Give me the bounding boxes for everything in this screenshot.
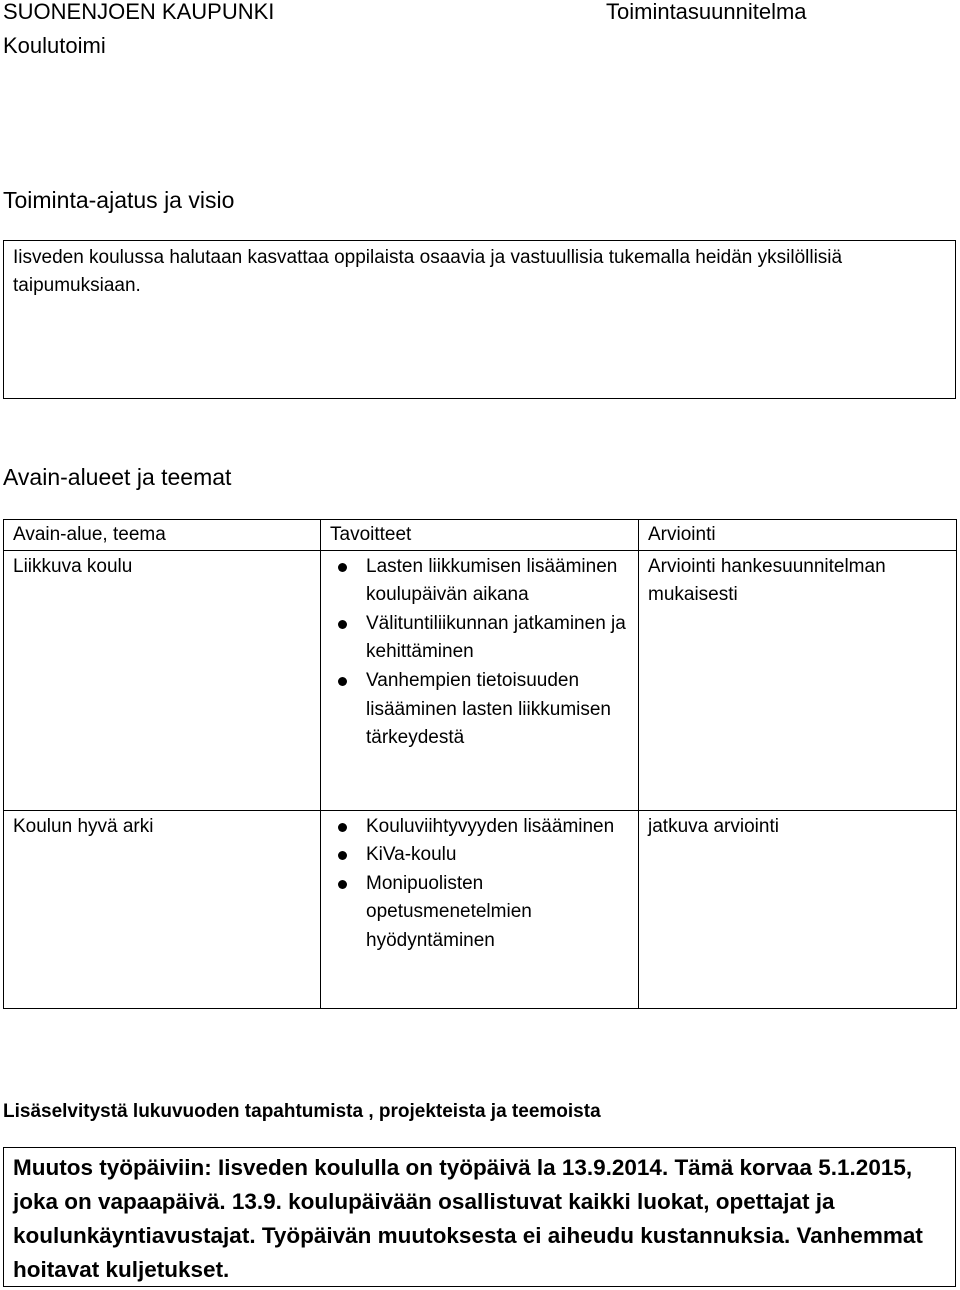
- vision-heading: Toiminta-ajatus ja visio: [3, 187, 235, 213]
- organization-name: SUONENJOEN KAUPUNKI: [3, 0, 275, 24]
- table-header-row: [4, 520, 957, 551]
- goal-item: [330, 610, 629, 667]
- goal-item: [330, 813, 629, 842]
- evaluation-cell: jatkuva arviointi: [639, 810, 957, 1008]
- table-row: [4, 810, 957, 1008]
- goals-cell: [321, 550, 639, 810]
- area-cell: Liikkuva koulu: [4, 550, 321, 810]
- work-day-change-box: [3, 1147, 956, 1287]
- goal-text: KiVa-koulu: [366, 844, 457, 866]
- table-row: [4, 550, 957, 810]
- goal-item: [330, 870, 629, 956]
- work-day-change-text: Muutos työpäiviin: Iisveden koululla on työpäivä la 13.9.2014. Tämä korvaa 5.1.2015, joka on vapaapäivä. 13.9. koulupäivään osallistuvat kaikki luokat, opettajat ja koulunkäyntiavustajat. Työpäivän muutoksesta ei aiheudu kustannuksia. Vanhemmat hoitavat kuljetukset.: [13, 1155, 923, 1282]
- goal-item: [330, 553, 629, 610]
- goal-text: Vanhempien tietoisuuden lisääminen lasten liikkumisen tärkeydestä: [366, 669, 611, 749]
- department-name: Koulutoimi: [3, 33, 106, 58]
- column-header-evaluation: Arviointi: [639, 520, 957, 551]
- goals-list: [330, 553, 629, 753]
- goal-text: Monipuolisten opetusmenetelmien hyödyntäminen: [366, 872, 532, 951]
- goal-text: Lasten liikkumisen lisääminen koulupäivän aikana: [366, 555, 618, 606]
- evaluation-cell: Arviointi hankesuunnitelman mukaisesti: [639, 550, 957, 810]
- additional-info-heading: Lisäselvitystä lukuvuoden tapahtumista , projekteista ja teemoista: [3, 1101, 601, 1122]
- vision-box: [3, 240, 956, 399]
- column-header-area: Avain-alue, teema: [4, 520, 321, 551]
- bullet-icon: [338, 620, 347, 629]
- goal-item: [330, 841, 629, 870]
- bullet-icon: [338, 677, 347, 686]
- bullet-icon: [338, 563, 347, 572]
- document-type: Toimintasuunnitelma: [606, 0, 807, 24]
- column-header-goals: Tavoitteet: [321, 520, 639, 551]
- vision-text: Iisveden koulussa halutaan kasvattaa oppilaista osaavia ja vastuullisia tukemalla heidän yksilöllisiä taipumuksiaan.: [13, 247, 843, 296]
- area-cell: Koulun hyvä arki: [4, 810, 321, 1008]
- goals-cell: [321, 810, 639, 1008]
- goal-text: Kouluviihtyvyyden lisääminen: [366, 815, 615, 837]
- goals-list: [330, 813, 629, 956]
- goal-item: [330, 667, 629, 753]
- key-areas-table: [3, 519, 957, 1009]
- bullet-icon: [338, 880, 347, 889]
- key-areas-heading: Avain-alueet ja teemat: [3, 464, 232, 490]
- goal-text: Välituntiliikunnan jatkaminen ja kehittäminen: [366, 612, 626, 663]
- bullet-icon: [338, 823, 347, 832]
- bullet-icon: [338, 851, 347, 860]
